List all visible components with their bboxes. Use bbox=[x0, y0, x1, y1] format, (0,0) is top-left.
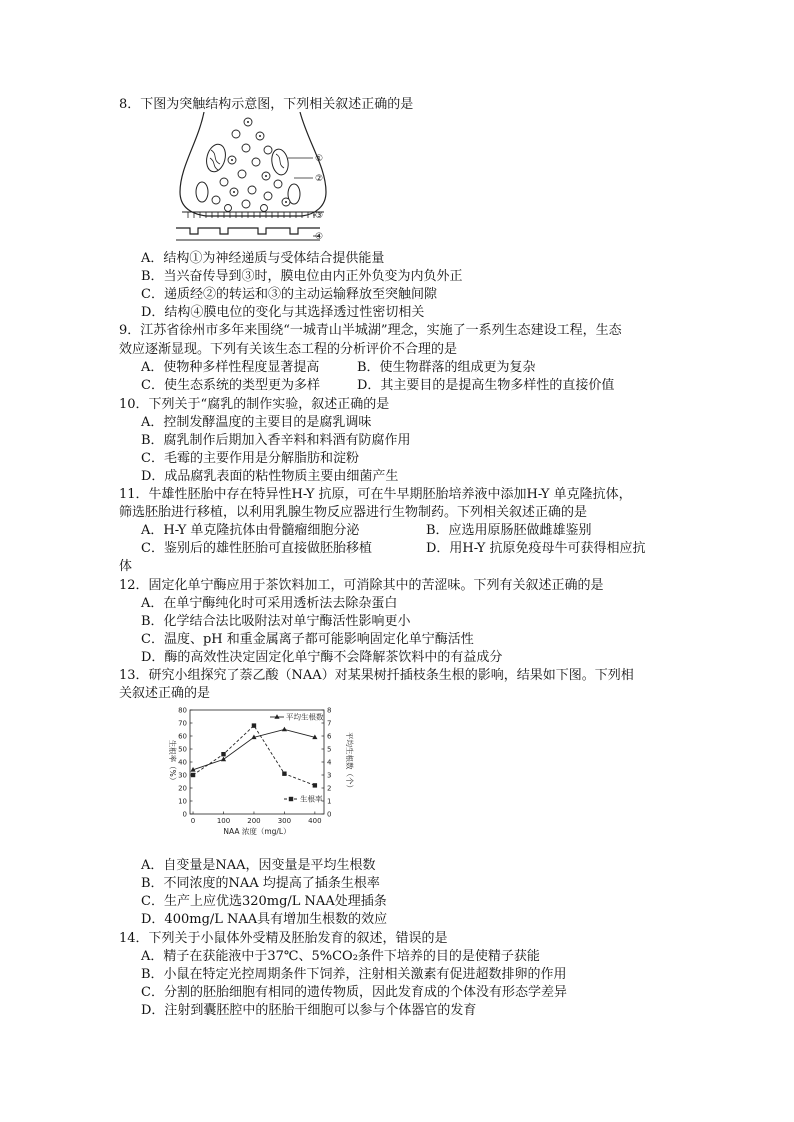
x-tick-label: 0 bbox=[190, 817, 196, 825]
x-tick-label: 200 bbox=[247, 817, 261, 825]
q11-stem-line1: 11．牛雄性胚胎中存在特异性H-Y 抗原，可在牛早期胚胎培养液中添加H-Y 单克隆抗体， bbox=[119, 487, 632, 502]
q13-option-b: B．不同浓度的NAA 均提高了插条生根率 bbox=[141, 876, 380, 891]
left-tick-label: 50 bbox=[178, 745, 187, 754]
q14-option-d: D．注射到囊胚腔中的胚胎干细胞可以参与个体器官的发育 bbox=[141, 1003, 477, 1018]
q11-option-c: C．鉴别后的雄性胚胎可直接做胚胎移植 bbox=[141, 541, 372, 556]
right-tick-label: 4 bbox=[327, 758, 332, 767]
left-tick-label: 80 bbox=[178, 706, 187, 715]
q8-option-a: A．结构①为神经递质与受体结合提供能量 bbox=[141, 251, 385, 266]
x-tick-label: 100 bbox=[216, 817, 231, 825]
q8-option-b: B．当兴奋传导到③时，膜电位由内正外负变为内负外正 bbox=[141, 269, 463, 284]
label-4: ④ bbox=[315, 232, 324, 242]
legend-label-rooting-rate: 生根率 bbox=[300, 794, 323, 804]
q13-stem-line1: 13．研究小组探究了萘乙酸（NAA）对某果树扦插枝条生根的影响，结果如下图。下列相 bbox=[119, 668, 634, 683]
square-point bbox=[221, 752, 225, 756]
left-tick-label: 70 bbox=[178, 719, 187, 728]
label-3: ③ bbox=[315, 211, 324, 221]
x-tick-label: 300 bbox=[277, 817, 292, 825]
q11-option-a: A．H-Y 单克隆抗体由骨髓瘤细胞分泌 bbox=[141, 523, 360, 538]
legend-square bbox=[289, 797, 293, 801]
square-point bbox=[313, 783, 317, 787]
q10-option-d: D．成品腐乳表面的粘性物质主要由细菌产生 bbox=[141, 469, 399, 484]
right-tick-label: 7 bbox=[327, 719, 332, 728]
triangle-point bbox=[282, 727, 287, 732]
right-tick-label: 2 bbox=[327, 784, 332, 793]
q8-option-c: C．递质经②的转运和③的主动运输释放至突触间隙 bbox=[141, 287, 437, 302]
triangle-point bbox=[221, 757, 226, 762]
q11-option-b: B．应选用原肠胚做雌雄鉴别 bbox=[426, 523, 592, 538]
q14-option-c: C．分割的胚胎细胞有相同的遗传物质，因此发育成的个体没有形态学差异 bbox=[141, 985, 567, 1000]
q14-option-a: A．精子在获能液中于37℃、5%CO₂条件下培养的目的是使精子获能 bbox=[141, 949, 540, 964]
q13-option-c: C．生产上应优选320mg/L NAA处理插条 bbox=[141, 894, 387, 909]
square-point bbox=[252, 723, 256, 727]
right-tick-label: 3 bbox=[327, 771, 332, 780]
legend-triangle bbox=[274, 714, 279, 719]
right-tick-label: 5 bbox=[327, 745, 332, 754]
q8-stem: 8．下图为突触结构示意图，下列相关叙述正确的是 bbox=[119, 97, 414, 112]
q10-option-a: A．控制发酵温度的主要目的是腐乳调味 bbox=[141, 415, 372, 430]
x-axis-label: NAA 浓度（mg/L） bbox=[223, 827, 291, 836]
q10-option-c: C．毛霉的主要作用是分解脂肪和淀粉 bbox=[141, 451, 359, 466]
q9-option-d: D．其主要目的是提高生物多样性的直接价值 bbox=[357, 378, 615, 393]
q12-option-c: C．温度、pH 和重金属离子都可能影响固定化单宁酶活性 bbox=[141, 632, 474, 647]
q9-stem-line2: 效应逐渐显现。下列有关该生态工程的分析评价不合理的是 bbox=[119, 342, 458, 357]
q9-option-a: A．使物种多样性程度显著提高 bbox=[141, 360, 320, 375]
left-tick-label: 20 bbox=[178, 784, 187, 793]
q12-option-a: A．在单宁酶纯化时可采用透析法去除杂蛋白 bbox=[141, 596, 398, 611]
q11-stem-line2: 筛选胚胎进行移植，以利用乳腺生物反应器进行生物制药。下列相关叙述正确的是 bbox=[119, 505, 588, 520]
left-tick-label: 30 bbox=[178, 771, 187, 780]
label-2: ② bbox=[315, 174, 324, 184]
q10-option-b: B．腐乳制作后期加入香辛料和料酒有防腐作用 bbox=[141, 433, 411, 448]
q11-option-d-cont: 体 bbox=[119, 559, 133, 574]
square-point bbox=[282, 772, 286, 776]
q14-option-b: B．小鼠在特定光控周期条件下饲养，注射相关激素有促进超数排卵的作用 bbox=[141, 967, 567, 982]
q8-option-d: D．结构④膜电位的变化与其选择透过性密切相关 bbox=[141, 305, 425, 320]
left-tick-label: 40 bbox=[178, 758, 187, 767]
synapse-diagram bbox=[176, 112, 336, 244]
right-tick-label: 6 bbox=[327, 732, 332, 741]
right-tick-label: 1 bbox=[327, 797, 332, 806]
y-axis-left-label: 生根率（%） bbox=[168, 739, 177, 785]
square-point bbox=[191, 773, 195, 777]
q10-stem: 10．下列关于“腐乳的制作实验，叙述正确的是 bbox=[119, 397, 390, 412]
q13-option-d: D．400mg/L NAA具有增加生根数的效应 bbox=[141, 912, 388, 927]
left-tick-label: 10 bbox=[178, 797, 187, 806]
right-tick-label: 8 bbox=[327, 706, 332, 715]
y-axis-right-label: 平均生根数（个） bbox=[345, 732, 354, 792]
x-tick-label: 400 bbox=[308, 817, 322, 825]
q12-stem: 12．固定化单宁酶应用于茶饮料加工，可消除其中的苦涩味。下列有关叙述正确的是 bbox=[119, 578, 604, 593]
left-tick-label: 60 bbox=[178, 732, 187, 741]
q9-stem-line1: 9．江苏省徐州市多年来围绕“一城青山半城湖”理念，实施了一系列生态建设工程，生态 bbox=[119, 323, 622, 338]
q13-option-a: A．自变量是NAA，因变量是平均生根数 bbox=[141, 858, 376, 873]
q12-option-b: B．化学结合法比吸附法对单宁酶活性影响更小 bbox=[141, 614, 411, 629]
label-1: ① bbox=[315, 154, 324, 164]
q9-option-c: C．使生态系统的类型更为多样 bbox=[141, 378, 320, 393]
left-tick-label: 0 bbox=[182, 810, 187, 819]
right-tick-label: 0 bbox=[327, 810, 332, 819]
naa-chart bbox=[160, 704, 360, 852]
q14-stem: 14．下列关于小鼠体外受精及胚胎发育的叙述，错误的是 bbox=[119, 931, 448, 946]
legend-label-avg-roots: 平均生根数 bbox=[286, 712, 324, 722]
q13-stem-line2: 关叙述正确的是 bbox=[119, 686, 211, 701]
q9-option-b: B．使生物群落的组成更为复杂 bbox=[357, 360, 536, 375]
q12-option-d: D．酶的高效性决定固定化单宁酶不会降解茶饮料中的有益成分 bbox=[141, 650, 503, 665]
q11-option-d: D．用H-Y 抗原免疫母牛可获得相应抗 bbox=[426, 541, 646, 556]
